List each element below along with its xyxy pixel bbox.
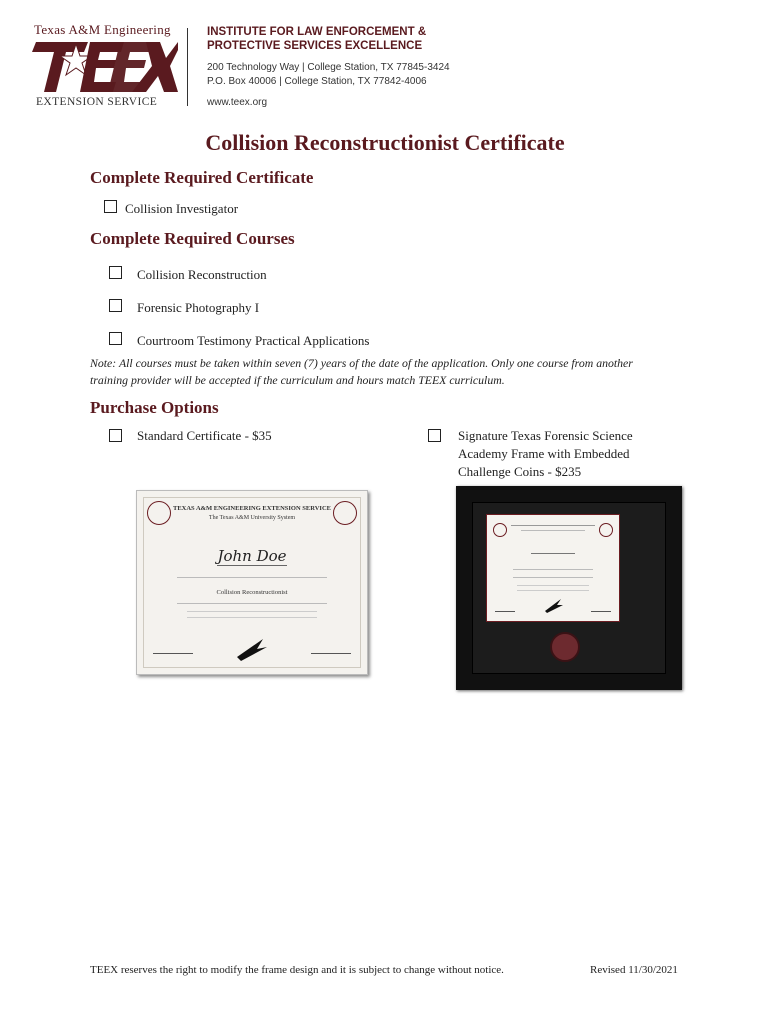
standard-certificate-image	[136, 490, 368, 675]
page-title: Collision Reconstructionist Certificate	[205, 130, 565, 155]
label-forensic-photography: Forensic Photography I	[137, 300, 260, 315]
checkbox-collision-investigator[interactable]	[104, 200, 117, 213]
teex-logo	[28, 22, 178, 112]
teex-wordmark-icon	[28, 36, 178, 96]
label-collision-investigator: Collision Investigator	[125, 201, 239, 216]
institute-address: 200 Technology Way | College Station, TX 77845-3424 P.O. Box 40006 | College Station, TX 77842-4006	[207, 62, 450, 87]
required-certificate-heading: Complete Required Certificate	[90, 168, 314, 187]
checkbox-collision-reconstruction[interactable]	[109, 266, 122, 279]
checkbox-forensic-photography[interactable]	[109, 299, 122, 312]
institute-name: INSTITUTE FOR LAW ENFORCEMENT & PROTECTIVE SERVICES EXCELLENCE	[207, 26, 427, 52]
framed-seal-left-icon	[493, 523, 507, 537]
signature-frame-image	[456, 486, 682, 690]
label-signature-frame: Signature Texas Forensic Science Academy Frame with Embedded Challenge Coins - $235	[458, 428, 633, 479]
note-text: Note: All courses must be taken within seven (7) years of the date of the application. Only one course from another training provider will be accepted if the curriculum and hours match TEEX curriculum.	[90, 356, 633, 387]
framed-certificate	[486, 514, 620, 622]
website-link[interactable]: www.teex.org	[207, 97, 268, 108]
logo-bottom-text: EXTENSION SERVICE	[36, 96, 158, 108]
label-standard-certificate: Standard Certificate - $35	[137, 428, 272, 443]
framed-seal-right-icon	[599, 523, 613, 537]
purchase-options-heading: Purchase Options	[90, 398, 219, 417]
required-courses-heading: Complete Required Courses	[90, 229, 295, 248]
logo-top-text: Texas A&M Engineering	[34, 22, 171, 37]
cert-name: John Doe	[217, 547, 287, 565]
signature-line-right	[311, 653, 351, 654]
cert-agency: TEXAS A&M ENGINEERING EXTENSION SERVICE	[173, 505, 331, 512]
signature-line-left	[153, 653, 193, 654]
academy-emblem-icon	[233, 635, 269, 661]
label-courtroom-testimony: Courtroom Testimony Practical Applications	[137, 333, 370, 348]
seal-left-icon	[147, 501, 171, 525]
label-collision-reconstruction: Collision Reconstruction	[137, 267, 267, 282]
cert-system: The Texas A&M University System	[208, 515, 296, 521]
revision-date: Revised 11/30/2021	[590, 964, 678, 976]
framed-emblem-icon	[543, 597, 563, 613]
seal-right-icon	[333, 501, 357, 525]
checkbox-standard-certificate[interactable]	[109, 429, 122, 442]
cert-title: Collision Reconstructionist	[216, 589, 288, 596]
challenge-coin-icon	[550, 632, 580, 662]
header-divider	[187, 28, 188, 106]
checkbox-courtroom-testimony[interactable]	[109, 332, 122, 345]
checkbox-signature-frame[interactable]	[428, 429, 441, 442]
footer-disclaimer: TEEX reserves the right to modify the frame design and it is subject to change without notice.	[90, 964, 504, 976]
